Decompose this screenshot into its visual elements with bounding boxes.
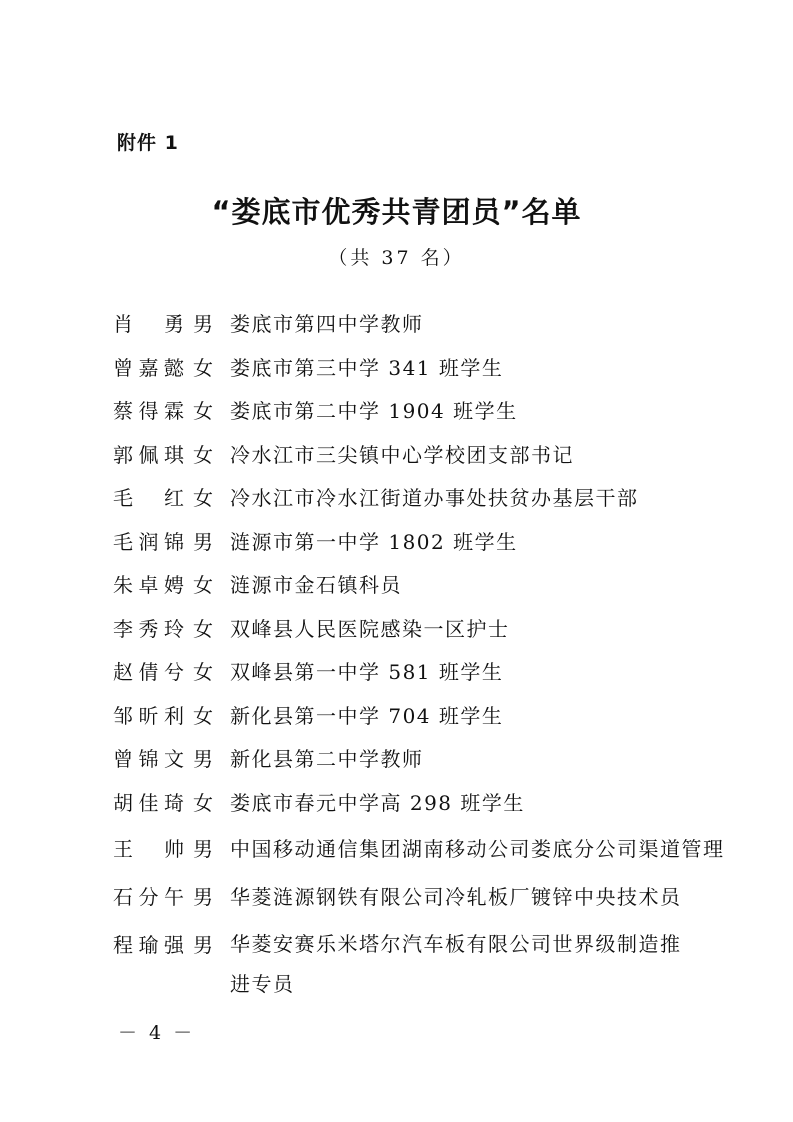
- person-organization: 涟源市第一中学 1802 班学生: [230, 529, 518, 554]
- person-gender: 男: [193, 837, 213, 861]
- person-organization: 娄底市第四中学教师: [230, 312, 424, 336]
- person-gender: 女: [193, 399, 213, 423]
- list-item: [113, 695, 703, 739]
- person-organization: 新化县第一中学 704 班学生: [230, 703, 504, 728]
- person-organization: 新化县第二中学教师: [230, 747, 424, 771]
- list-item: [113, 347, 703, 391]
- person-organization: 娄底市春元中学高 298 班学生: [230, 790, 525, 815]
- person-organization: 华菱涟源钢铁有限公司冷轧板厂镀锌中央技术员: [230, 885, 682, 909]
- list-item: [113, 782, 703, 826]
- person-name: 蔡得霖: [113, 399, 185, 423]
- person-gender: 男: [193, 885, 213, 909]
- person-name: 赵倩兮: [113, 660, 185, 684]
- list-item: [113, 608, 703, 652]
- person-name: 石分午: [113, 885, 185, 909]
- person-organization: 娄底市第三中学 341 班学生: [230, 355, 504, 380]
- document-title: “娄底市优秀共青团员”名单: [211, 195, 582, 229]
- person-organization: 双峰县人民医院感染一区护士: [230, 616, 510, 641]
- person-name: 朱卓娉: [113, 573, 185, 597]
- list-item: [113, 303, 703, 347]
- name-list: [113, 303, 725, 1007]
- person-name: 程瑜强: [113, 933, 185, 957]
- person-name: 曾嘉懿: [113, 355, 185, 380]
- person-name: 曾锦文: [113, 747, 185, 771]
- person-name: 肖勇: [113, 312, 185, 336]
- person-organization: 华菱安赛乐米塔尔汽车板有限公司世界级制造推进专员: [230, 932, 682, 996]
- person-gender: 女: [193, 573, 213, 597]
- person-name: 郭佩琪: [113, 442, 185, 467]
- person-gender: 男: [193, 529, 213, 554]
- person-name: 李秀玲: [113, 616, 185, 641]
- person-organization: 冷水江市三尖镇中心学校团支部书记: [230, 442, 574, 467]
- person-organization: 双峰县第一中学 581 班学生: [230, 660, 504, 684]
- list-item: [113, 738, 703, 782]
- list-item: [113, 521, 703, 565]
- list-item: [113, 390, 703, 434]
- person-name: 胡佳琦: [113, 790, 185, 815]
- person-name: 邹昕利: [113, 703, 185, 728]
- person-gender: 男: [193, 747, 213, 771]
- document-subtitle: （共 37 名）: [328, 247, 465, 269]
- person-name: 毛红: [113, 486, 185, 510]
- person-gender: 女: [193, 660, 213, 684]
- list-item: [113, 477, 703, 521]
- person-name: 毛润锦: [113, 529, 185, 554]
- person-name: 王帅: [113, 837, 185, 861]
- person-gender: 男: [193, 933, 213, 957]
- person-organization: 娄底市第二中学 1904 班学生: [230, 399, 518, 423]
- person-gender: 男: [193, 312, 213, 336]
- list-item: [113, 651, 703, 695]
- person-gender: 女: [193, 355, 213, 380]
- page-number: － 4 －: [118, 1022, 196, 1044]
- list-item: [113, 825, 725, 873]
- attachment-label: 附件 1: [117, 132, 179, 154]
- person-gender: 女: [193, 616, 213, 641]
- list-item: [113, 434, 703, 478]
- person-gender: 女: [193, 486, 213, 510]
- person-organization: 冷水江市冷水江街道办事处扶贫办基层干部: [230, 486, 639, 510]
- person-organization: 涟源市金石镇科员: [230, 573, 402, 597]
- person-gender: 女: [193, 790, 213, 815]
- list-item: [113, 873, 703, 921]
- list-item: [113, 921, 703, 1007]
- person-gender: 女: [193, 442, 213, 467]
- person-organization: 中国移动通信集团湖南移动公司娄底分公司渠道管理: [230, 837, 725, 861]
- person-gender: 女: [193, 703, 213, 728]
- list-item: [113, 564, 703, 608]
